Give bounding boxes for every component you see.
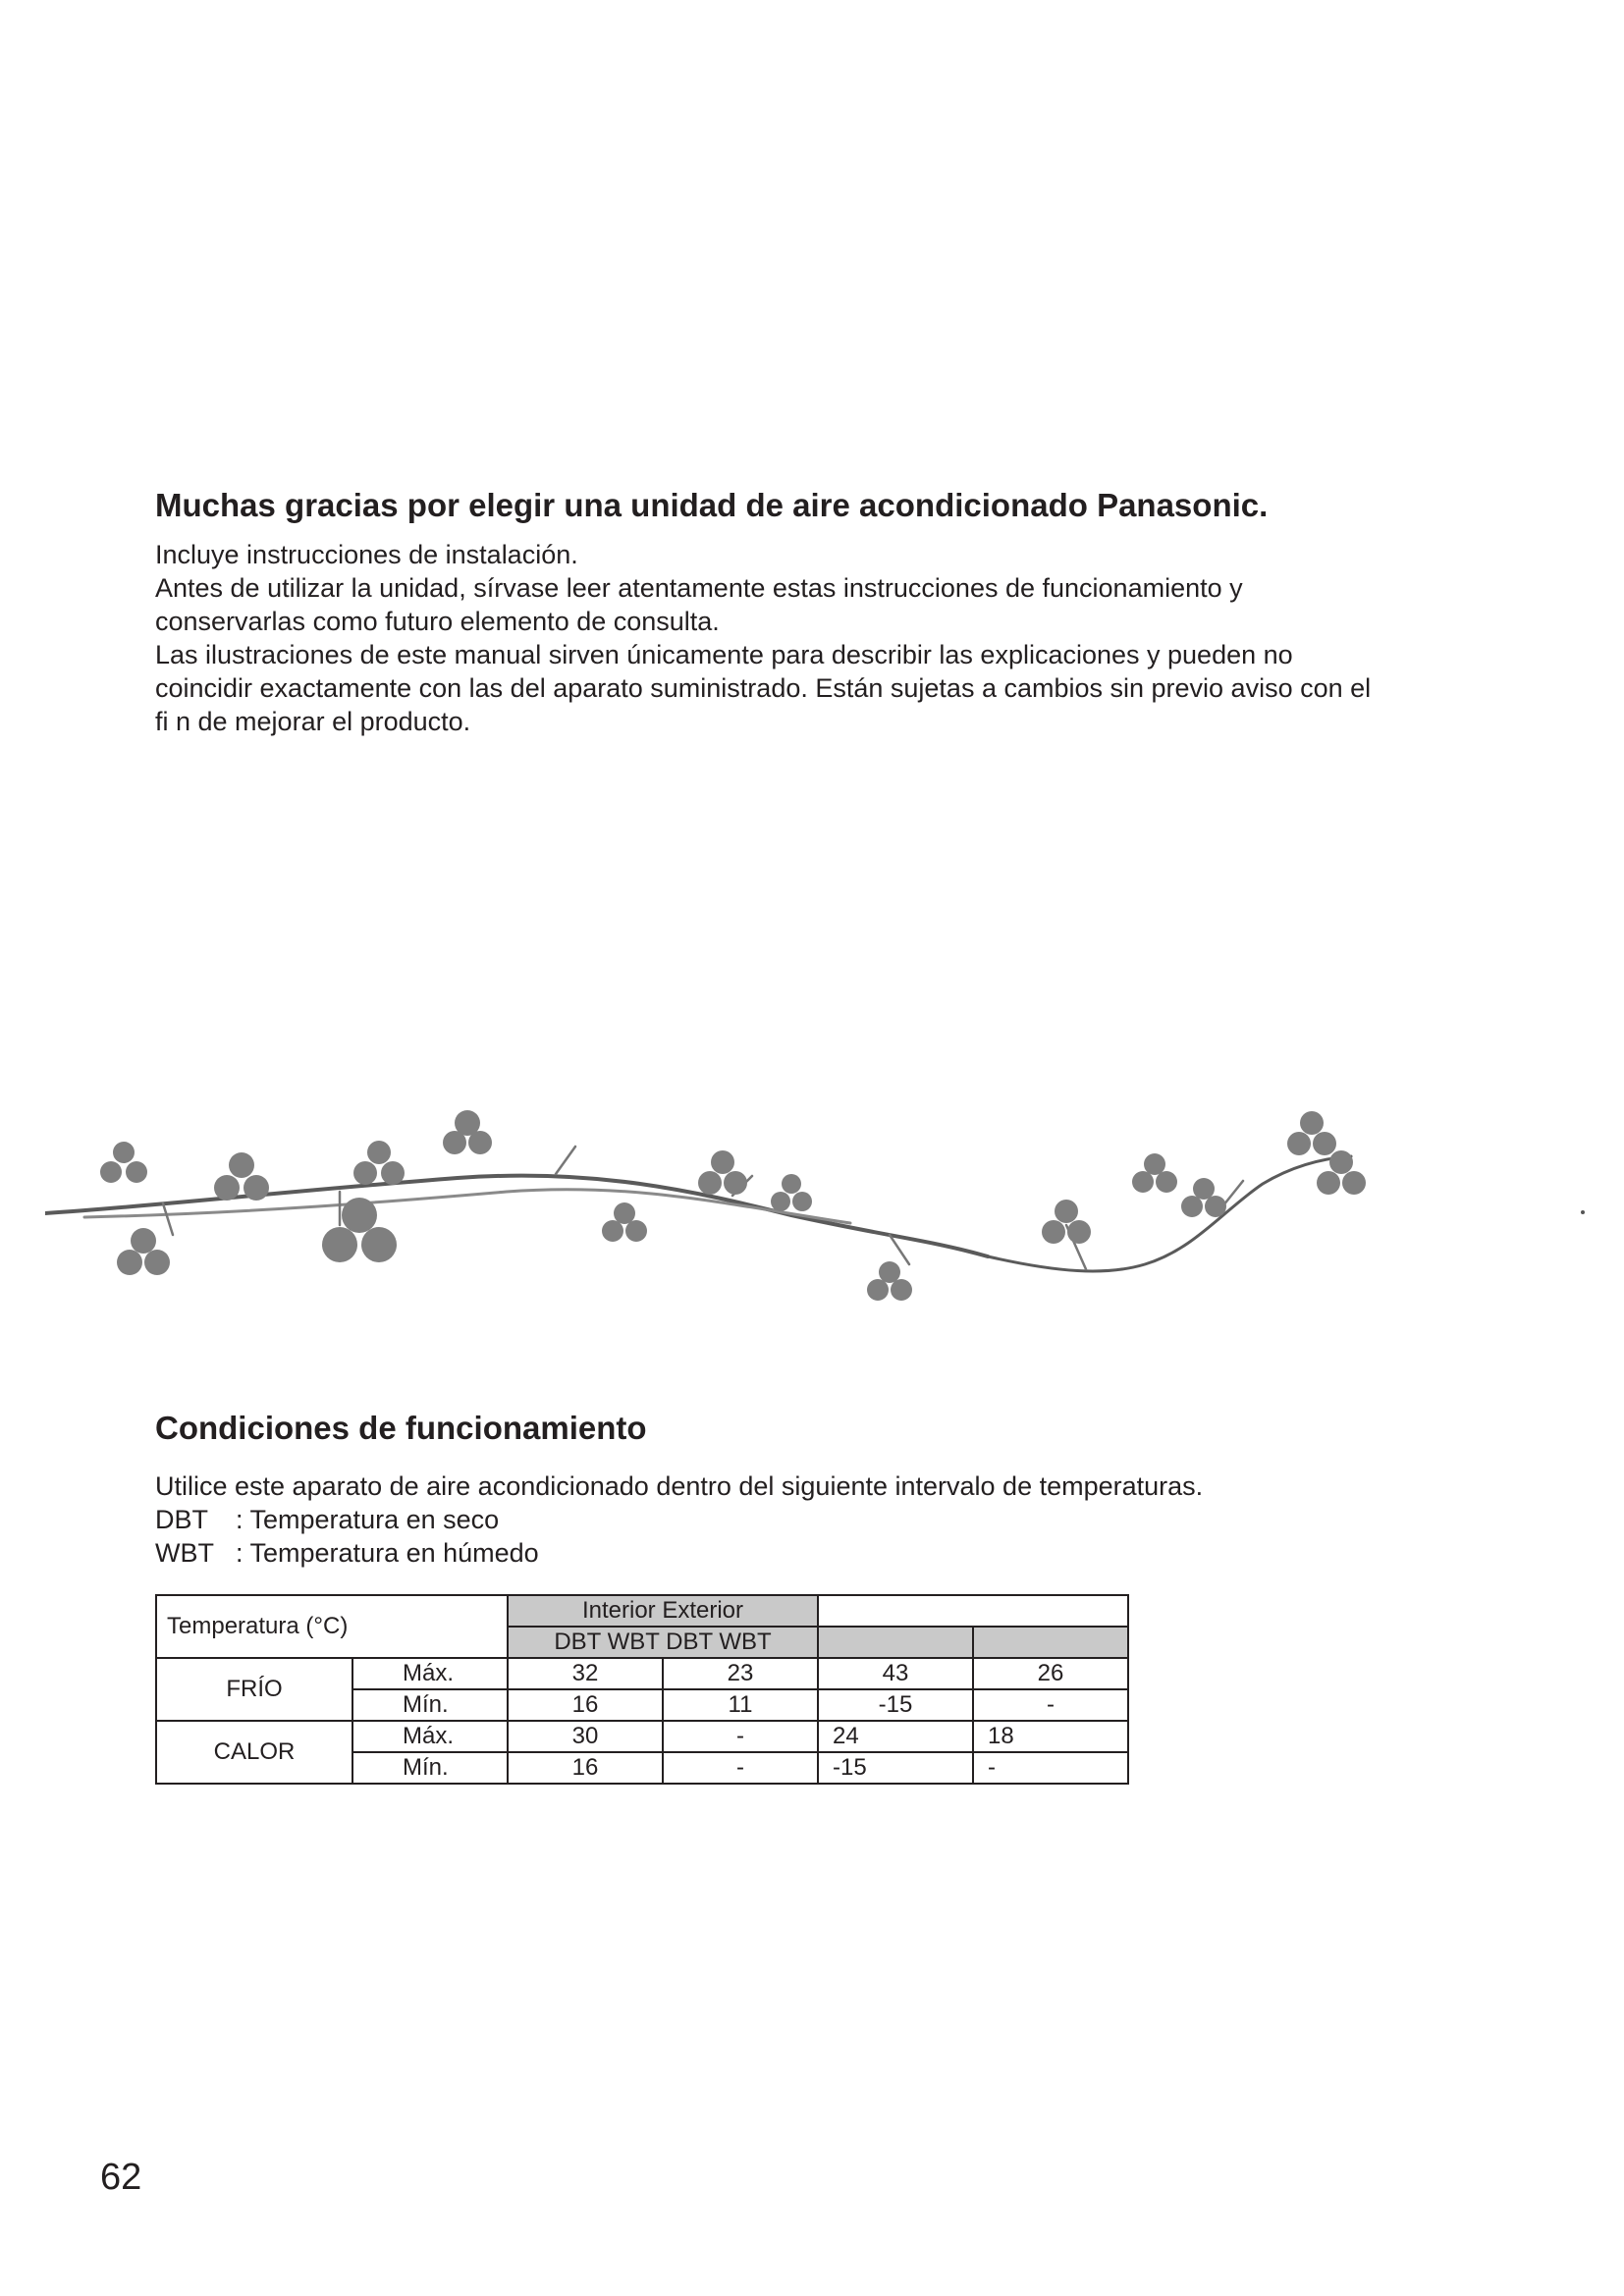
stray-dot [1581, 1210, 1585, 1214]
limit-label: Mín. [352, 1752, 508, 1784]
value-cell: 23 [663, 1658, 818, 1689]
value-cell: 16 [508, 1689, 663, 1721]
value-cell: 18 [973, 1721, 1128, 1752]
wbt-meaning: : Temperatura en húmedo [236, 1538, 539, 1568]
dbt-meaning: : Temperatura en seco [236, 1505, 500, 1534]
intro-text [155, 538, 1530, 738]
limit-label: Máx. [352, 1721, 508, 1752]
value-cell: 32 [508, 1658, 663, 1689]
value-cell: 16 [508, 1752, 663, 1784]
conditions-text [155, 1469, 1530, 1570]
intro-line: Las ilustraciones de este manual sirven únicamente para describir las explicaciones y pueden no [155, 640, 1293, 669]
subheader-blank-cell [973, 1627, 1128, 1658]
dbt-abbr: DBT [155, 1505, 208, 1534]
subheader-blank-cell [818, 1627, 973, 1658]
value-cell: 26 [973, 1658, 1128, 1689]
limit-label: Máx. [352, 1658, 508, 1689]
table-header-row [156, 1595, 1128, 1627]
subheader-cell: DBT WBT DBT WBT [508, 1627, 818, 1658]
value-cell: - [663, 1752, 818, 1784]
header-blank-cell [818, 1595, 1128, 1627]
group-header-cell: Interior Exterior [508, 1595, 818, 1627]
value-cell: - [663, 1721, 818, 1752]
intro-line: Incluye instrucciones de instalación. [155, 540, 578, 569]
value-cell: 30 [508, 1721, 663, 1752]
conditions-description: Utilice este aparato de aire acondicionado dentro del siguiente intervalo de temperaturas. [155, 1471, 1204, 1501]
clover-vine-illustration [45, 1097, 1459, 1323]
intro-line: Antes de utilizar la unidad, sírvase leer atentamente estas instrucciones de funcionamiento y [155, 573, 1243, 603]
conditions-title: Condiciones de funcionamiento [155, 1410, 647, 1446]
intro-line: coincidir exactamente con las del aparato suministrado. Están sujetas a cambios sin previo aviso con el [155, 673, 1372, 703]
value-cell: - [973, 1752, 1128, 1784]
value-cell: -15 [818, 1689, 973, 1721]
value-cell: 11 [663, 1689, 818, 1721]
mode-cell: FRÍO [156, 1658, 352, 1721]
table-row [156, 1721, 1128, 1752]
intro-line: fi n de mejorar el producto. [155, 707, 471, 736]
value-cell: - [973, 1689, 1128, 1721]
temperature-table [155, 1594, 1129, 1785]
value-cell: 43 [818, 1658, 973, 1689]
row-header-cell: Temperatura (°C) [156, 1595, 508, 1658]
intro-line: conservarlas como futuro elemento de consulta. [155, 607, 720, 636]
table-row [156, 1658, 1128, 1689]
value-cell: -15 [818, 1752, 973, 1784]
wbt-abbr: WBT [155, 1538, 214, 1568]
intro-title: Muchas gracias por elegir una unidad de aire acondicionado Panasonic. [155, 487, 1269, 523]
value-cell: 24 [818, 1721, 973, 1752]
limit-label: Mín. [352, 1689, 508, 1721]
wbt-definition [155, 1536, 1530, 1570]
page-number: 62 [100, 2157, 142, 2198]
mode-cell: CALOR [156, 1721, 352, 1784]
dbt-definition [155, 1503, 1530, 1536]
